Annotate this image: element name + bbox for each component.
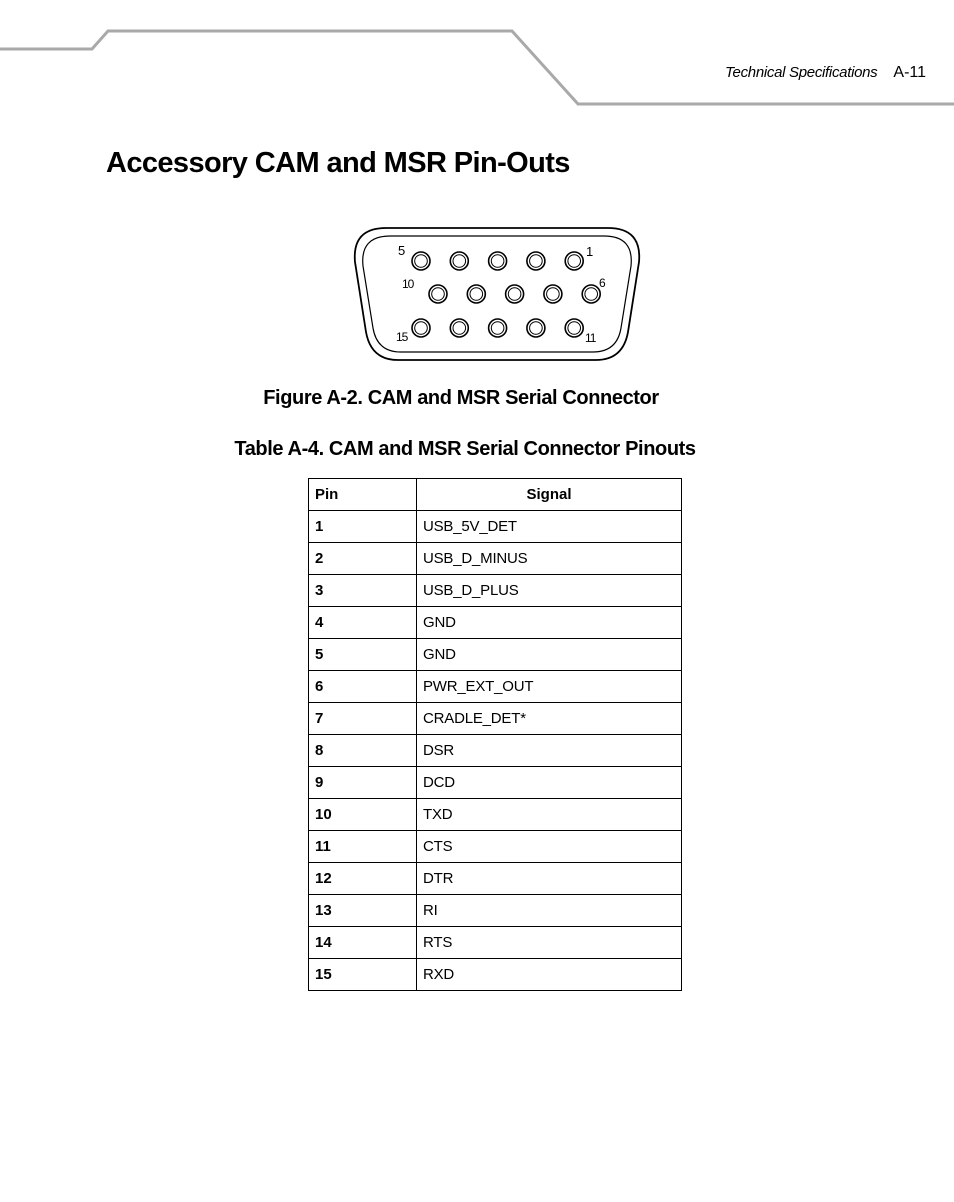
- serial-connector-diagram: [350, 226, 644, 362]
- connector-pin-inner: [568, 322, 581, 335]
- pin-number-cell: 11: [309, 831, 417, 863]
- connector-pin-inner: [453, 322, 466, 335]
- page-title: Accessory CAM and MSR Pin-Outs: [106, 147, 570, 179]
- connector-pin-inner: [585, 288, 598, 301]
- table-row: [309, 639, 682, 671]
- connector-pin-inner: [453, 255, 466, 268]
- table-row: [309, 575, 682, 607]
- pin-number-cell: 9: [309, 767, 417, 799]
- pin-number-cell: 14: [309, 927, 417, 959]
- table-row: [309, 927, 682, 959]
- pin-number-cell: 4: [309, 607, 417, 639]
- column-header-pin: Pin: [309, 479, 417, 511]
- pin-number-cell: 15: [309, 959, 417, 991]
- connector-pin-inner: [491, 322, 504, 335]
- pin-label-top-right: 1: [586, 244, 594, 259]
- table-row: [309, 767, 682, 799]
- signal-name-cell: CTS: [417, 831, 682, 863]
- signal-name-cell: RXD: [417, 959, 682, 991]
- connector-pin-inner: [432, 288, 445, 301]
- connector-pin-inner: [415, 255, 428, 268]
- pinout-table: [308, 478, 682, 991]
- signal-name-cell: DSR: [417, 735, 682, 767]
- table-header-row: [309, 479, 682, 511]
- pin-label-top-left: 5: [398, 243, 406, 258]
- pin-number-cell: 13: [309, 895, 417, 927]
- signal-name-cell: DTR: [417, 863, 682, 895]
- signal-name-cell: GND: [417, 639, 682, 671]
- figure-caption: Figure A-2. CAM and MSR Serial Connector: [263, 387, 659, 409]
- table-row: [309, 735, 682, 767]
- running-head-section: Technical Specifications: [725, 64, 878, 81]
- table-row: [309, 671, 682, 703]
- table-row: [309, 863, 682, 895]
- table-row: [309, 607, 682, 639]
- pin-number-cell: 3: [309, 575, 417, 607]
- connector-pin-inner: [530, 322, 543, 335]
- signal-name-cell: USB_D_MINUS: [417, 543, 682, 575]
- pin-label-bottom-left: 15: [396, 330, 408, 344]
- connector-pin-inner: [491, 255, 504, 268]
- table-row: [309, 959, 682, 991]
- table-row: [309, 799, 682, 831]
- pin-label-middle-right: 6: [599, 276, 606, 290]
- pin-number-cell: 12: [309, 863, 417, 895]
- signal-name-cell: CRADLE_DET*: [417, 703, 682, 735]
- signal-name-cell: PWR_EXT_OUT: [417, 671, 682, 703]
- connector-pin-inner: [470, 288, 483, 301]
- pin-number-cell: 5: [309, 639, 417, 671]
- connector-pin-inner: [568, 255, 581, 268]
- signal-name-cell: RTS: [417, 927, 682, 959]
- table-caption: Table A-4. CAM and MSR Serial Connector Pinouts: [234, 438, 696, 460]
- signal-name-cell: USB_D_PLUS: [417, 575, 682, 607]
- connector-pin-inner: [530, 255, 543, 268]
- connector-pins: [412, 252, 600, 337]
- table-row: [309, 543, 682, 575]
- pin-number-cell: 10: [309, 799, 417, 831]
- pin-number-cell: 7: [309, 703, 417, 735]
- header-rule: [0, 0, 954, 120]
- signal-name-cell: GND: [417, 607, 682, 639]
- pin-label-bottom-right: 11: [585, 331, 596, 345]
- pin-label-middle-left: 10: [402, 277, 414, 291]
- column-header-signal: Signal: [417, 479, 682, 511]
- connector-pin-inner: [415, 322, 428, 335]
- running-head: [600, 64, 926, 86]
- signal-name-cell: TXD: [417, 799, 682, 831]
- signal-name-cell: DCD: [417, 767, 682, 799]
- page-number: A-11: [893, 64, 926, 81]
- signal-name-cell: USB_5V_DET: [417, 511, 682, 543]
- pin-number-cell: 1: [309, 511, 417, 543]
- table-row: [309, 511, 682, 543]
- pin-number-cell: 2: [309, 543, 417, 575]
- pin-number-cell: 6: [309, 671, 417, 703]
- table-row: [309, 895, 682, 927]
- connector-pin-inner: [508, 288, 521, 301]
- signal-name-cell: RI: [417, 895, 682, 927]
- connector-pin-inner: [547, 288, 560, 301]
- table-row: [309, 831, 682, 863]
- table-row: [309, 703, 682, 735]
- pin-number-cell: 8: [309, 735, 417, 767]
